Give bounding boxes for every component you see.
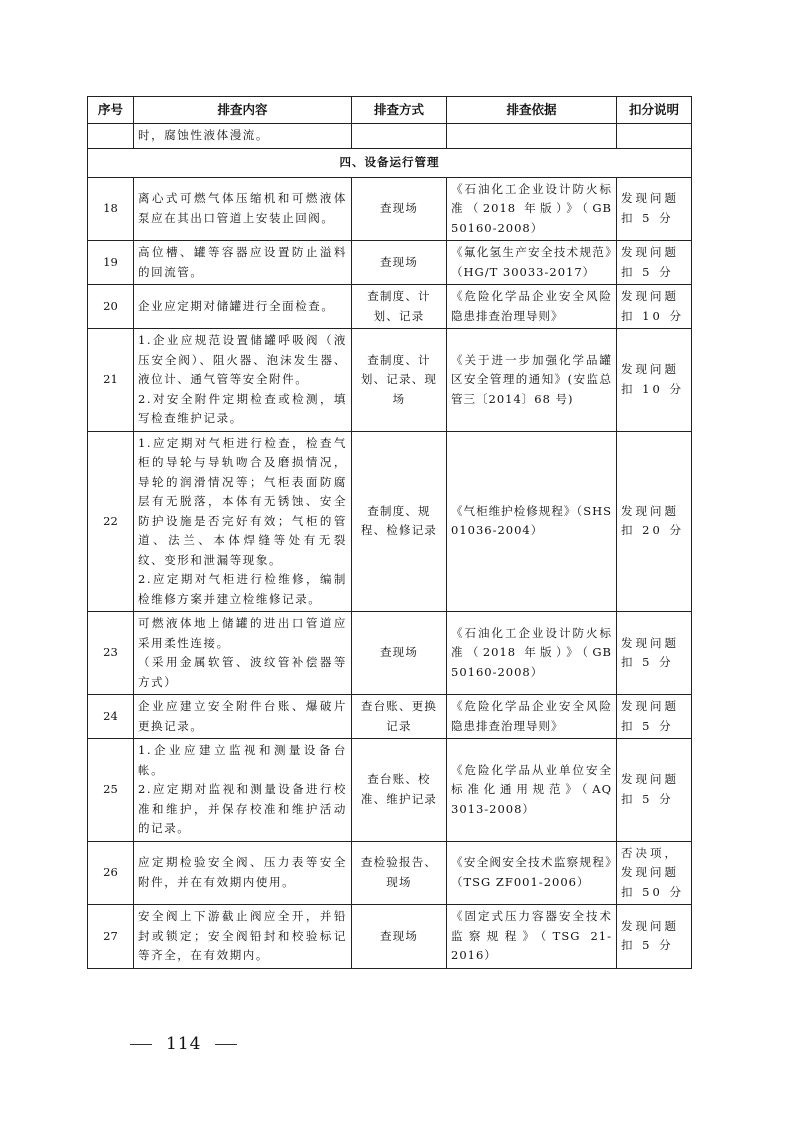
- row-deduction: 发现问题扣 10 分: [617, 329, 692, 432]
- row-content: [134, 285, 352, 329]
- row-basis: 《石油化工企业设计防火标准（2018 年版）》（GB 50160-2008）: [447, 612, 617, 695]
- row-content: [134, 177, 352, 241]
- continued-content: 时，腐蚀性液体漫流。: [134, 124, 352, 149]
- row-basis: 《危险化学品从业单位安全标准化通用规范》（AQ 3013-2008）: [447, 739, 617, 842]
- table-row: [88, 177, 692, 241]
- footer-dash-left: [130, 1044, 152, 1045]
- row-method: 查制度、计划、记录、现场: [352, 329, 447, 432]
- row-method: 查台账、校准、维护记录: [352, 739, 447, 842]
- row-content: [134, 329, 352, 432]
- row-deduction: 发现问题扣 10 分: [617, 285, 692, 329]
- row-method: 查制度、计划、记录: [352, 285, 447, 329]
- table-row: [88, 285, 692, 329]
- row-number: 19: [88, 241, 134, 285]
- header-basis: 排查依据: [447, 97, 617, 124]
- row-content: [134, 841, 352, 905]
- row-method: 查现场: [352, 241, 447, 285]
- header-deduction: 扣分说明: [617, 97, 692, 124]
- row-deduction: 否决项，发现问题扣 50 分: [617, 841, 692, 905]
- row-number: 22: [88, 431, 134, 612]
- row-method: 查台账、更换记录: [352, 695, 447, 739]
- table-row: [88, 612, 692, 695]
- section-row: [88, 148, 692, 177]
- content-paragraph: 2.应定期对气柜进行检维修，编制检维修方案并建立检维修记录。: [138, 572, 347, 606]
- header-content: 排查内容: [134, 97, 352, 124]
- table-row: [88, 841, 692, 905]
- row-basis: 《氟化氢生产安全技术规范》（HG/T 30033-2017）: [447, 241, 617, 285]
- table-row: [88, 739, 692, 842]
- row-deduction: 发现问题扣 5 分: [617, 739, 692, 842]
- header-row: [88, 97, 692, 124]
- table-row: [88, 431, 692, 612]
- table-row: [88, 905, 692, 969]
- row-method: 查检验报告、现场: [352, 841, 447, 905]
- row-method: 查现场: [352, 905, 447, 969]
- row-basis: 《固定式压力容器安全技术监察规程》（TSG 21-2016）: [447, 905, 617, 969]
- row-number: 21: [88, 329, 134, 432]
- inspection-table: [87, 96, 692, 969]
- table-row: [88, 695, 692, 739]
- row-deduction: 发现问题扣 20 分: [617, 431, 692, 612]
- continued-row: [88, 124, 692, 149]
- row-number: 18: [88, 177, 134, 241]
- row-basis: 《石油化工企业设计防火标准（2018 年版）》（GB 50160-2008）: [447, 177, 617, 241]
- row-content: [134, 241, 352, 285]
- continued-method: [352, 124, 447, 149]
- row-content: [134, 431, 352, 612]
- row-content: [134, 905, 352, 969]
- row-basis: 《安全阀安全技术监察规程》（TSG ZF001-2006）: [447, 841, 617, 905]
- row-basis: 《危险化学品企业安全风险隐患排查治理导则》: [447, 285, 617, 329]
- row-number: 23: [88, 612, 134, 695]
- table-row: [88, 241, 692, 285]
- row-content: [134, 739, 352, 842]
- row-deduction: 发现问题扣 5 分: [617, 177, 692, 241]
- row-basis: 《关于进一步加强化学品罐区安全管理的通知》(安监总管三〔2014〕68 号): [447, 329, 617, 432]
- content-paragraph: 企业应建立安全附件台账、爆破片更换记录。: [138, 699, 347, 733]
- row-method: 查现场: [352, 177, 447, 241]
- row-deduction: 发现问题扣 5 分: [617, 241, 692, 285]
- content-paragraph: 高位槽、罐等容器应设置防止溢料的回流管。: [138, 245, 347, 279]
- content-paragraph: 离心式可燃气体压缩机和可燃液体泵应在其出口管道上安装止回阀。: [138, 191, 347, 225]
- section-title: 四、设备运行管理: [88, 148, 692, 177]
- row-deduction: 发现问题扣 5 分: [617, 695, 692, 739]
- row-content: [134, 695, 352, 739]
- header-method: 排查方式: [352, 97, 447, 124]
- content-paragraph: 企业应定期对储罐进行全面检查。: [138, 298, 335, 313]
- row-method: 查现场: [352, 612, 447, 695]
- row-basis: 《气柜维护检修规程》（SHS 01036-2004）: [447, 431, 617, 612]
- row-number: 24: [88, 695, 134, 739]
- content-paragraph: 2.应定期对监视和测量设备进行校准和维护，并保存校准和维护活动的记录。: [138, 782, 347, 835]
- row-number: 26: [88, 841, 134, 905]
- row-deduction: 发现问题扣 5 分: [617, 905, 692, 969]
- continued-num: [88, 124, 134, 149]
- table-row: [88, 329, 692, 432]
- content-paragraph: 1.企业应建立监视和测量设备台帐。: [138, 743, 347, 777]
- row-number: 25: [88, 739, 134, 842]
- row-content: [134, 612, 352, 695]
- content-paragraph: （采用金属软管、波纹管补偿器等方式）: [138, 655, 347, 689]
- row-number: 20: [88, 285, 134, 329]
- page-footer: [116, 1034, 251, 1054]
- content-paragraph: 安全阀上下游截止阀应全开，并铅封或锁定；安全阀铅封和校验标记等齐全，在有效期内。: [138, 909, 347, 962]
- content-paragraph: 1.应定期对气柜进行检查，检查气柜的导轮与导轨吻合及磨损情况，导轮的润滑情况等；气柜表面防腐层有无脱落，本体有无锈蚀、安全防护设施是否完好有效；气柜的管道、法兰、本体焊缝等处有无裂纹、变形和泄漏等现象。: [138, 435, 347, 567]
- content-paragraph: 可燃液体地上储罐的进出口管道应采用柔性连接。: [138, 616, 347, 650]
- row-deduction: 发现问题扣 5 分: [617, 612, 692, 695]
- header-serial: 序号: [88, 97, 134, 124]
- content-paragraph: 2.对安全附件定期检查或检测，填写检查维护记录。: [138, 391, 347, 425]
- row-number: 27: [88, 905, 134, 969]
- continued-basis: [447, 124, 617, 149]
- row-basis: 《危险化学品企业安全风险隐患排查治理导则》: [447, 695, 617, 739]
- row-method: 查制度、规程、检修记录: [352, 431, 447, 612]
- footer-dash-right: [215, 1044, 237, 1045]
- content-paragraph: 应定期检验安全阀、压力表等安全附件，并在有效期内使用。: [138, 855, 347, 889]
- page-number: 114: [166, 1034, 202, 1054]
- content-paragraph: 1.企业应规范设置储罐呼吸阀（液压安全阀）、阻火器、泡沫发生器、液位计、通气管等安全附件。: [138, 333, 347, 386]
- continued-deduct: [617, 124, 692, 149]
